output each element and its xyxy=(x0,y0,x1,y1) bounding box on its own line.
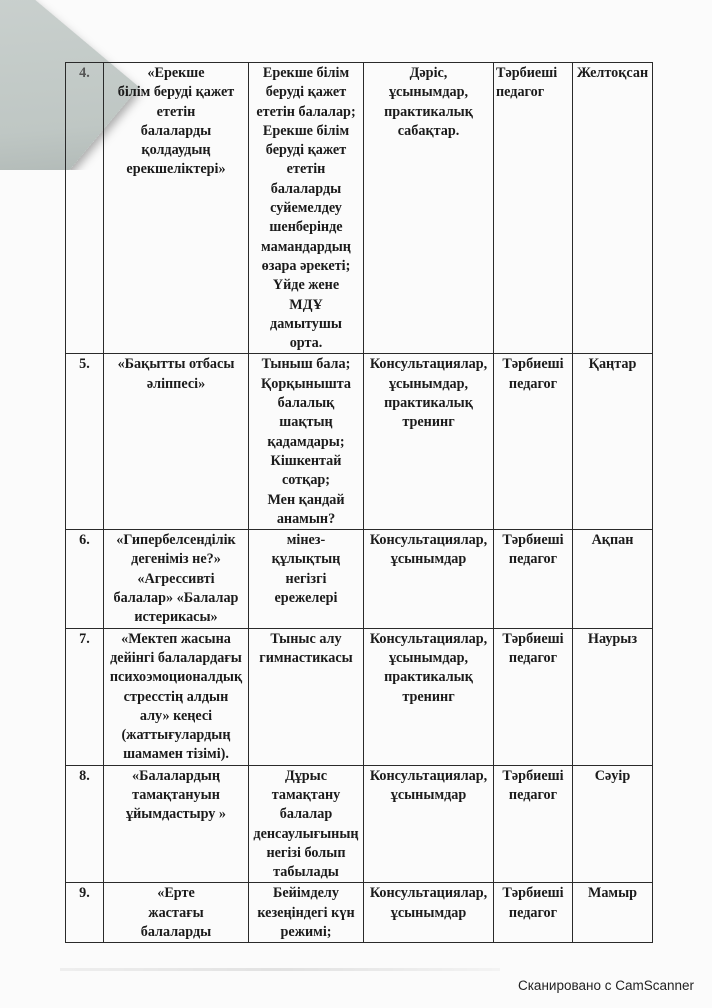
plan-table xyxy=(65,62,653,943)
row-responsible: Тәрбиеші педагог xyxy=(494,765,573,883)
row-number: 7. xyxy=(66,628,104,765)
row-content: Ерекше білім беруді қажет ететін балалар; Ерекше білім беруді қажет ететін балаларды суйемелдеу шенберінде мамандардың өзара әрекеті; Үйде жене МДҰ дамытушы орта. xyxy=(249,63,364,354)
row-form: Консультациялар, ұсынымдар, практикалық тренинг xyxy=(364,628,494,765)
row-form: Консультациялар, ұсынымдар xyxy=(364,883,494,943)
row-month: Қаңтар xyxy=(573,354,653,530)
row-number: 9. xyxy=(66,883,104,943)
row-topic: «Мектеп жасына дейінгі балалардағы психоэмоционалдық стресстің алдын алу» кеңесі (жаттығулардың шамамен тізімі). xyxy=(104,628,249,765)
row-form: Консультациялар, ұсынымдар xyxy=(364,765,494,883)
row-content: мінез- құлықтың негізгі ережелері xyxy=(249,530,364,628)
row-topic: «Ерте жастағы балаларды xyxy=(104,883,249,943)
row-topic: «Бақытты отбасы әліппесі» xyxy=(104,354,249,530)
row-responsible: Тәрбиеші педагог xyxy=(494,354,573,530)
table-row xyxy=(66,530,653,628)
row-responsible: Тәрбиеші педагог xyxy=(494,530,573,628)
row-content: Дұрыс тамақтану балалар денсаулығының негізі болып табылады xyxy=(249,765,364,883)
table-row xyxy=(66,765,653,883)
row-topic: «Балалардың тамақтануын ұйымдастыру » xyxy=(104,765,249,883)
row-number: 4. xyxy=(66,63,104,354)
table-row xyxy=(66,628,653,765)
table-row xyxy=(66,883,653,943)
row-form: Дәріс, ұсынымдар, практикалық сабақтар. xyxy=(364,63,494,354)
row-number: 5. xyxy=(66,354,104,530)
row-content: Тыныс алу гимнастикасы xyxy=(249,628,364,765)
row-number: 8. xyxy=(66,765,104,883)
row-month: Желтоқсан xyxy=(573,63,653,354)
row-number: 6. xyxy=(66,530,104,628)
row-month: Сәуір xyxy=(573,765,653,883)
row-form: Консультациялар, ұсынымдар, практикалық тренинг xyxy=(364,354,494,530)
row-topic: «Гипербелсенділік дегеніміз не?» «Агрессивті балалар» «Балалар истерикасы» xyxy=(104,530,249,628)
row-responsible: Тәрбиеші педагог xyxy=(494,883,573,943)
table-row xyxy=(66,63,653,354)
scanner-watermark: Сканировано с CamScanner xyxy=(517,978,694,993)
scan-artifact-line xyxy=(60,968,500,971)
row-month: Ақпан xyxy=(573,530,653,628)
row-content: Бейімделу кезеңіндегі күн режимі; xyxy=(249,883,364,943)
row-month: Наурыз xyxy=(573,628,653,765)
row-month: Мамыр xyxy=(573,883,653,943)
row-form: Консультациялар, ұсынымдар xyxy=(364,530,494,628)
row-responsible: Тәрбиеші педагог xyxy=(494,628,573,765)
row-content: Тыныш бала; Қорқынышта балалық шақтың қадамдары; Кішкентай сотқар; Мен қандай анамын? xyxy=(249,354,364,530)
row-responsible: Тәрбиеші педагог xyxy=(494,63,573,354)
row-topic: «Ерекше білім беруді қажет ететін балаларды қолдаудың ерекшеліктері» xyxy=(104,63,249,354)
table-row xyxy=(66,354,653,530)
